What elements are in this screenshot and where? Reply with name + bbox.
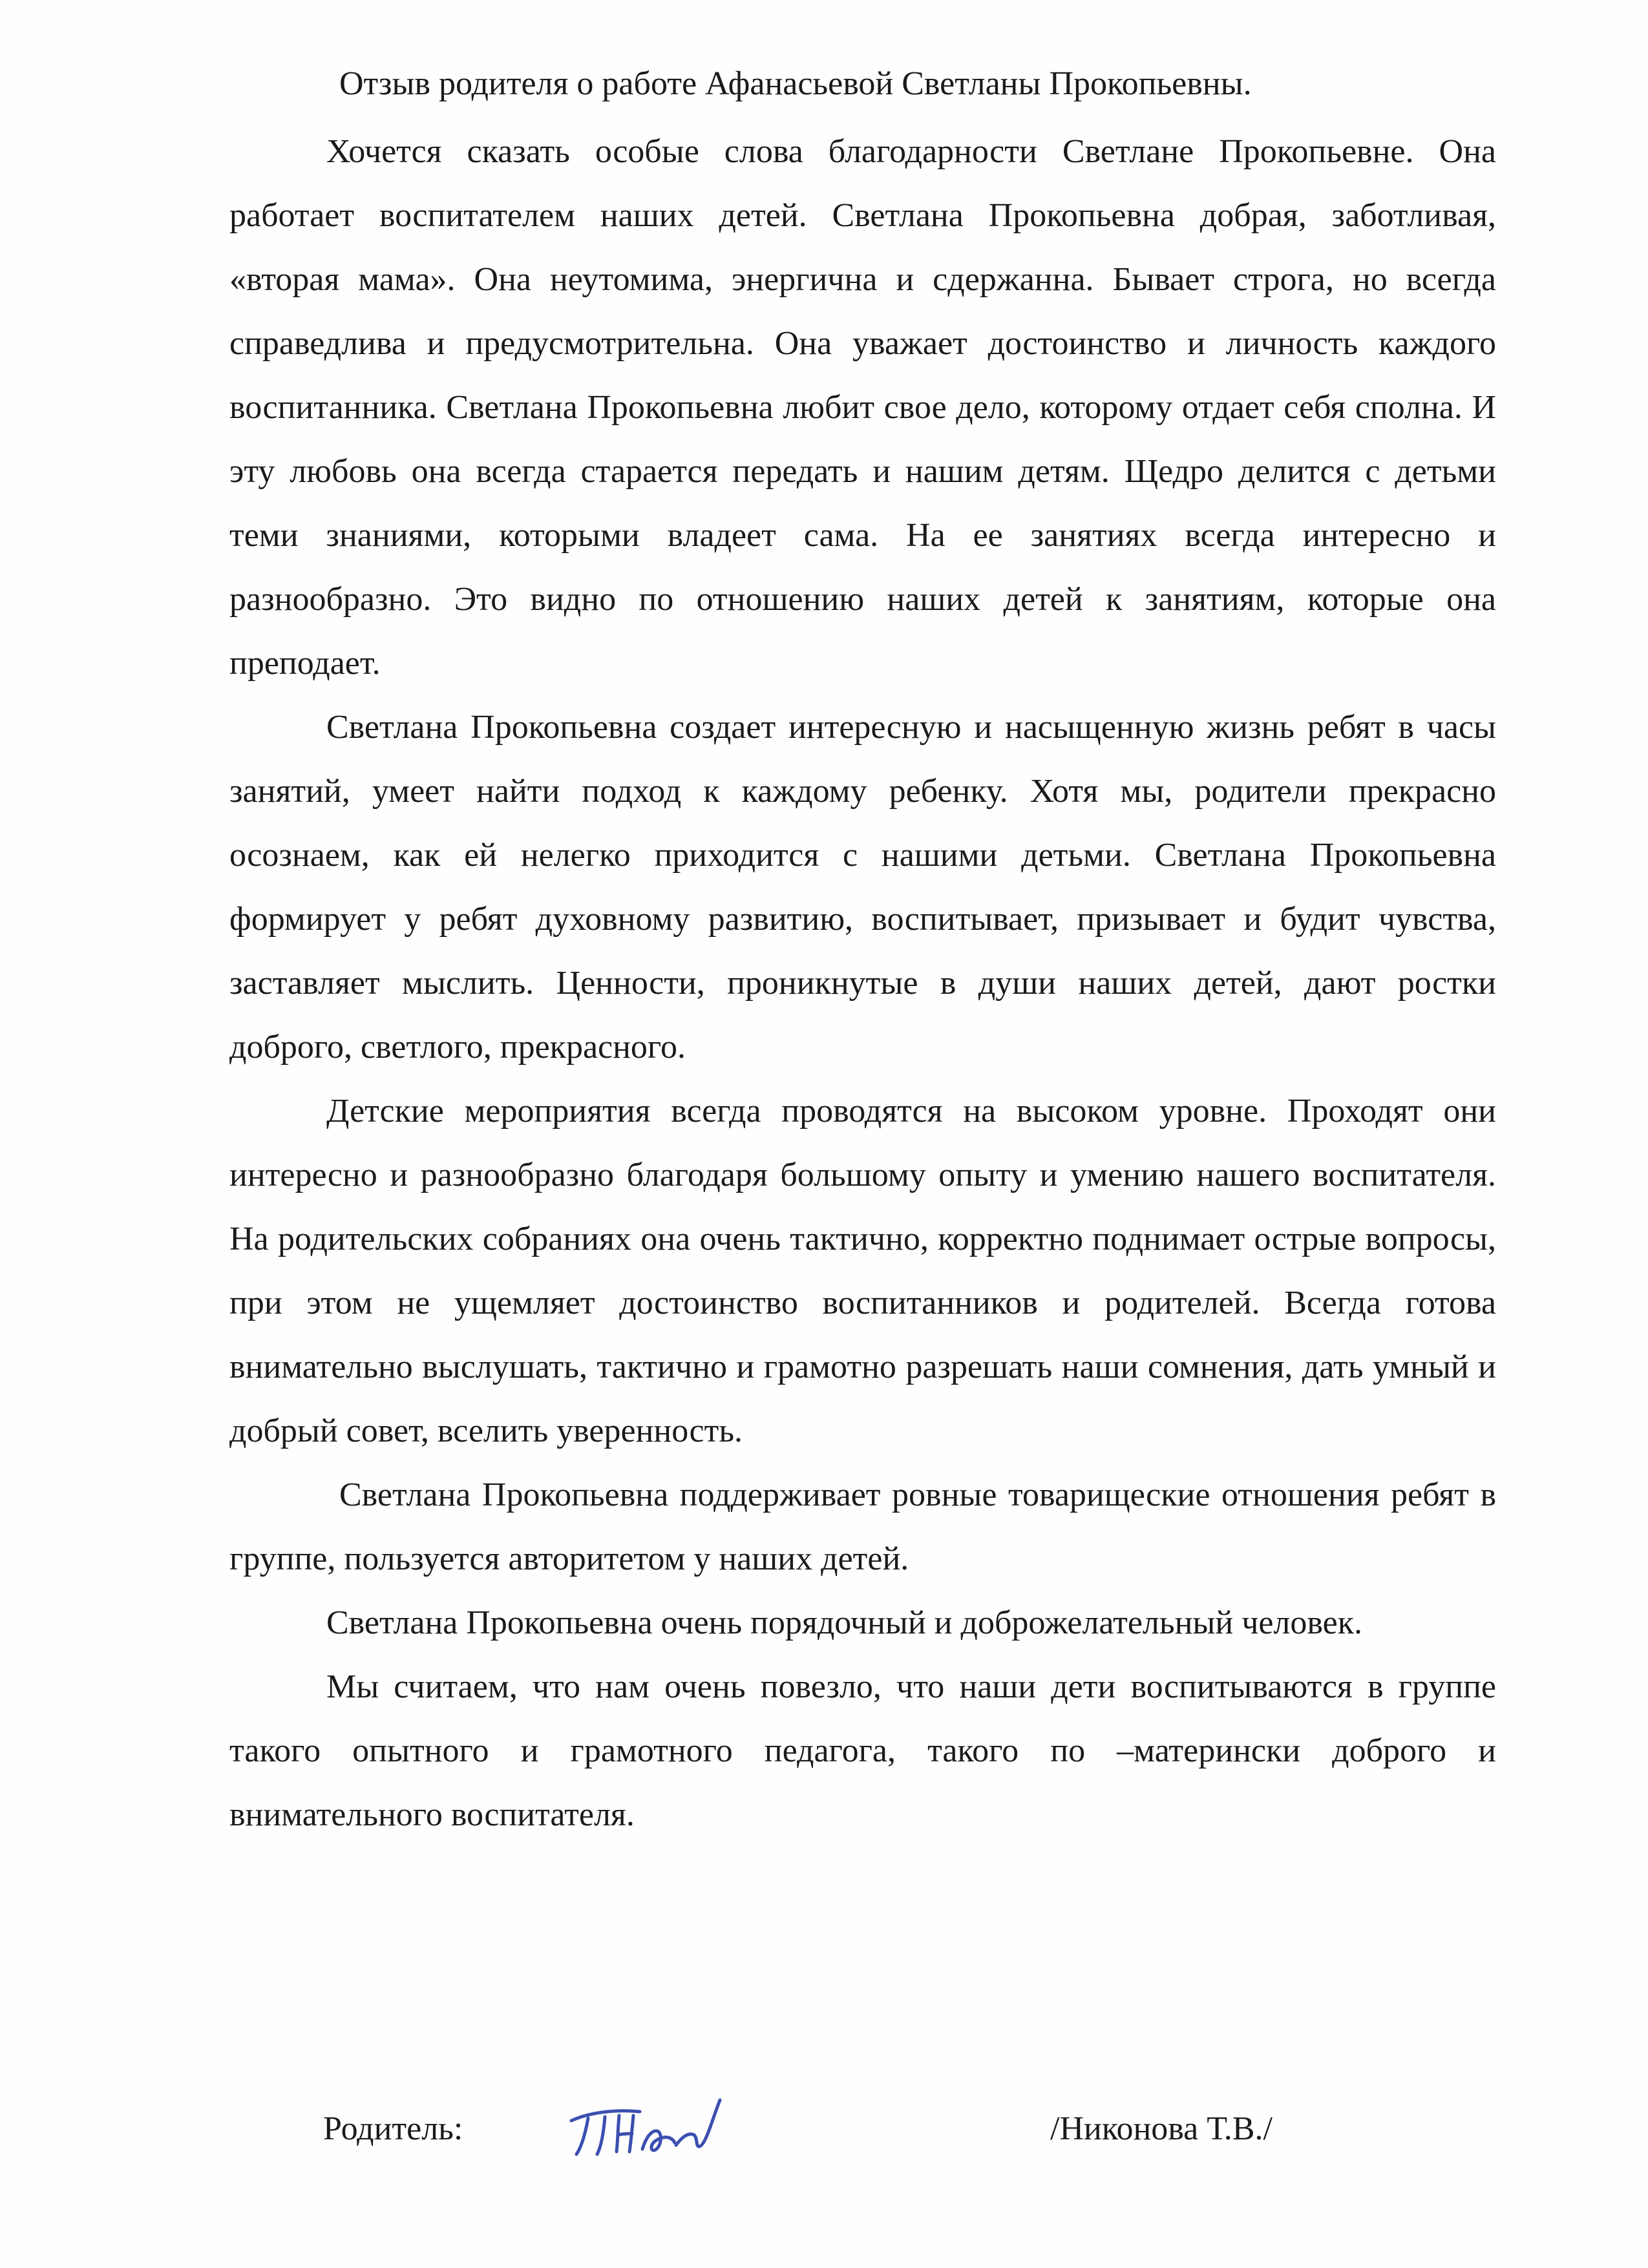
document-title: Отзыв родителя о работе Афанасьевой Светланы Прокопьевны. xyxy=(339,65,1252,102)
paragraph-events: Детские мероприятия всегда проводятся на высоком уровне. Проходят они интересно и разнообразно благодаря большому опыту и умению нашего воспитателя. На родительских собраниях она очень тактично, корректно поднимает острые вопросы, при этом не ущемляет достоинство воспитанников и родителей. Всегда готова внимательно выслушать, тактично и грамотно разрешать наши сомнения, дать умный и добрый совет, вселить уверенность. xyxy=(229,1093,1496,1449)
handwritten-signature xyxy=(562,2087,730,2171)
signature-label: Родитель: xyxy=(323,2110,463,2147)
paragraph-conclusion: Мы считаем, что нам очень повезло, что наши дети воспитываются в группе такого опытного и грамотного педагога, такого по –матерински доброго и внимательного воспитателя. xyxy=(229,1668,1496,1833)
signature-row xyxy=(0,2087,1648,2171)
paragraph-activities: Светлана Прокопьевна создает интересную и насыщенную жизнь ребят в часы занятий, умеет найти подход к каждому ребенку. Хотя мы, родители прекрасно осознаем, как ей нелегко приходится с нашими детьми. Светлана Прокопьевна формирует у ребят духовному развитию, воспитывает, призывает и будит чувства, заставляет мыслить. Ценности, проникнутые в души наших детей, дают ростки доброго, светлого, прекрасного. xyxy=(229,709,1496,1066)
paragraph-character: Светлана Прокопьевна очень порядочный и доброжелательный человек. xyxy=(326,1604,1362,1641)
signature-name: /Никонова Т.В./ xyxy=(1050,2110,1273,2147)
document-body xyxy=(229,120,1496,1847)
paragraph-relations: Светлана Прокопьевна поддерживает ровные товарищеские отношения ребят в группе, пользуется авторитетом у наших детей. xyxy=(229,1476,1496,1577)
paragraph-gratitude: Хочется сказать особые слова благодарности Светлане Прокопьевне. Она работает воспитателем наших детей. Светлана Прокопьевна добрая, заботливая, «вторая мама». Она неутомима, энергична и сдержанна. Бывает строга, но всегда справедлива и предусмотрительна. Она уважает достоинство и личность каждого воспитанника. Светлана Прокопьевна любит свое дело, которому отдает себя сполна. И эту любовь она всегда старается передать и нашим детям. Щедро делится с детьми теми знаниями, которыми владеет сама. На ее занятиях всегда интересно и разнообразно. Это видно по отношению наших детей к занятиям, которые она преподает. xyxy=(229,133,1496,682)
